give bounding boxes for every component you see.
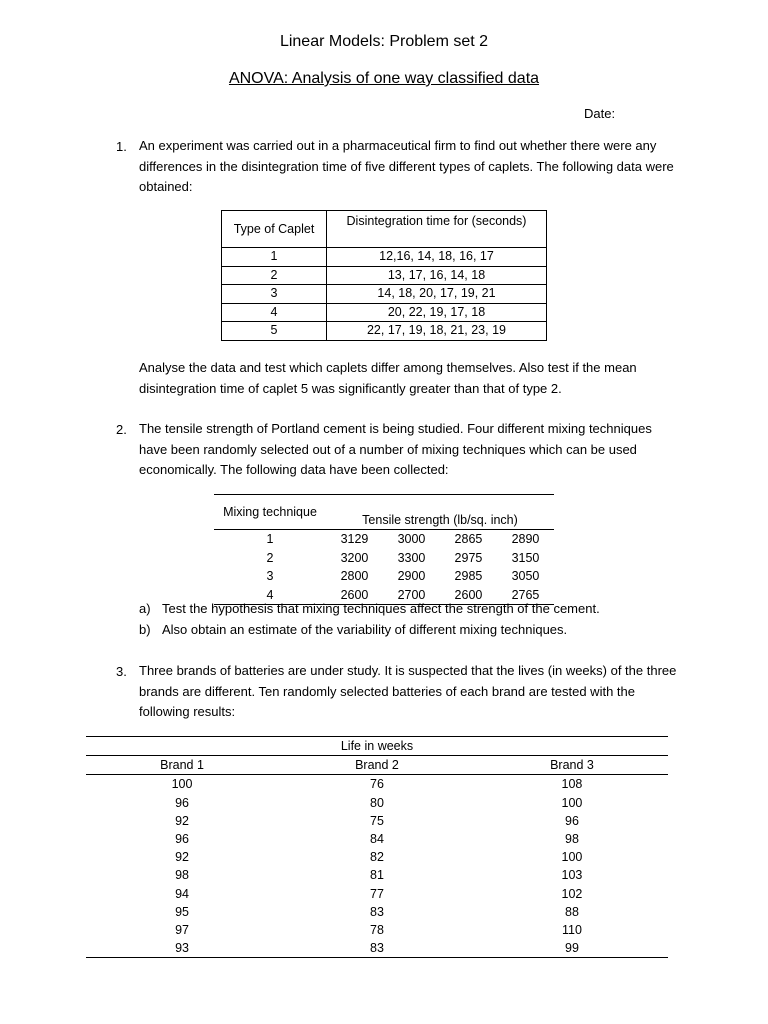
q2-part-a	[139, 601, 600, 616]
table-row	[86, 939, 668, 958]
caplet-type: 2	[222, 266, 327, 285]
brand-3-value: 88	[565, 904, 579, 919]
q2-intro: The tensile strength of Portland cement is being studied. Four different mixing techniques have been randomly selected out of a number of mixing techniques which can be used economically. The following data have been collected:	[139, 421, 652, 477]
strength-value: 2700	[397, 587, 426, 602]
brand-3-value: 96	[565, 813, 579, 828]
life-in-weeks-caption: Life in weeks	[340, 739, 414, 753]
table-row	[214, 530, 554, 549]
brand-1-value: 100	[171, 777, 193, 792]
battery-table	[86, 736, 668, 958]
brand-3-value: 98	[565, 832, 579, 847]
caplet-type: 5	[222, 322, 327, 341]
table-row	[222, 285, 547, 304]
strength-value: 3150	[511, 550, 540, 565]
caplet-times: 22, 17, 19, 18, 21, 23, 19	[327, 322, 547, 341]
brand-1-value: 93	[175, 941, 189, 956]
table-row	[86, 885, 668, 903]
caplet-type: 4	[222, 303, 327, 322]
technique-number: 2	[266, 550, 274, 565]
strength-value: 2865	[454, 532, 483, 546]
table-row	[214, 549, 554, 568]
q1-followup: Analyse the data and test which caplets differ among themselves. Also test if the mean disintegration time of caplet 5 was significantly greater than that of type 2.	[139, 360, 637, 396]
brand-3-value: 103	[561, 868, 583, 883]
strength-value: 3000	[397, 532, 426, 546]
brand-2-value: 83	[370, 941, 384, 956]
part-text: Also obtain an estimate of the variability of different mixing techniques.	[162, 622, 568, 637]
brand-3-value: 100	[561, 795, 583, 810]
brand-1-value: 92	[175, 813, 189, 828]
caplet-times: 13, 17, 16, 14, 18	[327, 266, 547, 285]
strength-value: 2975	[454, 550, 483, 565]
part-label: b)	[139, 622, 151, 637]
q3-number: 3.	[116, 664, 127, 679]
brand-3-value: 99	[565, 941, 579, 956]
brand-3-header: Brand 3	[476, 756, 668, 775]
brand-1-header: Brand 1	[86, 756, 278, 775]
table-row	[222, 303, 547, 322]
table-row	[222, 248, 547, 267]
caplet-type: 3	[222, 285, 327, 304]
strength-value: 3129	[340, 532, 369, 546]
brand-2-value: 83	[370, 904, 384, 919]
q2-part-b	[139, 622, 567, 637]
table-row	[222, 266, 547, 285]
battery-table-header	[86, 756, 668, 775]
caplet-table	[221, 210, 547, 341]
brand-1-value: 96	[175, 832, 189, 847]
document-subtitle	[0, 70, 768, 88]
strength-value: 3200	[340, 550, 369, 565]
brand-1-value: 96	[175, 795, 189, 810]
caplet-times: 14, 18, 20, 17, 19, 21	[327, 285, 547, 304]
brand-2-value: 78	[370, 923, 384, 938]
brand-2-header: Brand 2	[278, 756, 476, 775]
document-title: Linear Models: Problem set 2	[279, 33, 489, 50]
strength-value: 3300	[397, 550, 426, 565]
brand-1-value: 94	[175, 886, 189, 901]
caplet-times: 12,16, 14, 18, 16, 17	[327, 248, 547, 267]
mixing-table-header	[214, 495, 554, 530]
brand-3-value: 100	[561, 850, 583, 865]
table-row	[214, 567, 554, 586]
part-label: a)	[139, 601, 151, 616]
caplet-type: 1	[222, 248, 327, 267]
battery-table-caption-row	[86, 737, 668, 756]
brand-2-value: 82	[370, 850, 384, 865]
strength-value: 2900	[397, 569, 426, 583]
strength-value: 2890	[511, 532, 540, 546]
brand-2-value: 77	[370, 886, 384, 901]
q2-number: 2.	[116, 422, 127, 437]
strength-value: 2765	[511, 587, 540, 602]
caplet-table-header	[222, 211, 547, 248]
strength-value: 2600	[454, 587, 483, 602]
technique-number: 1	[266, 532, 274, 546]
q3-intro: Three brands of batteries are under study. It is suspected that the lives (in weeks) of the three brands are different. Ten randomly selected batteries of each brand are tested with the following results:	[139, 663, 677, 719]
table-row	[86, 903, 668, 921]
strength-value: 2985	[454, 569, 483, 583]
brand-2-value: 81	[370, 868, 384, 883]
table-row	[86, 848, 668, 866]
part-text: Test the hypothesis that mixing techniques affect the strength of the cement.	[162, 601, 600, 616]
tensile-strength-header: Tensile strength (lb/sq. inch)	[326, 495, 554, 530]
mixing-table	[214, 494, 554, 605]
table-row	[86, 775, 668, 794]
disintegration-header: Disintegration time for (seconds)	[327, 211, 547, 248]
technique-number: 4	[266, 587, 274, 602]
mixing-technique-header: Mixing technique	[214, 495, 326, 530]
table-row	[86, 812, 668, 830]
table-row	[86, 794, 668, 812]
table-row	[222, 322, 547, 341]
brand-3-value: 110	[561, 923, 582, 938]
brand-2-value: 75	[370, 813, 384, 828]
date-label: Date:	[584, 106, 616, 121]
brand-2-value: 84	[370, 832, 384, 847]
q1-intro: An experiment was carried out in a pharmaceutical firm to find out whether there were any differences in the disintegration time of five different types of caplets. The following data were obtained:	[139, 138, 674, 194]
caplet-type-header: Type of Caplet	[222, 211, 327, 248]
strength-value: 2600	[340, 587, 369, 602]
brand-2-value: 80	[370, 795, 384, 810]
caplet-times: 20, 22, 19, 17, 18	[327, 303, 547, 322]
technique-number: 3	[266, 569, 274, 583]
q1-number: 1.	[116, 139, 127, 154]
strength-value: 3050	[511, 569, 540, 583]
brand-1-value: 97	[175, 923, 189, 938]
brand-3-value: 108	[561, 777, 583, 792]
brand-2-value: 76	[370, 777, 384, 792]
subtitle-text: ANOVA: Analysis of one way classified data	[228, 70, 540, 87]
table-row	[86, 866, 668, 884]
brand-1-value: 98	[175, 868, 189, 883]
table-row	[86, 830, 668, 848]
strength-value: 2800	[340, 569, 369, 583]
table-row	[86, 921, 668, 939]
brand-1-value: 92	[175, 850, 189, 865]
brand-1-value: 95	[175, 904, 189, 919]
brand-3-value: 102	[561, 886, 583, 901]
